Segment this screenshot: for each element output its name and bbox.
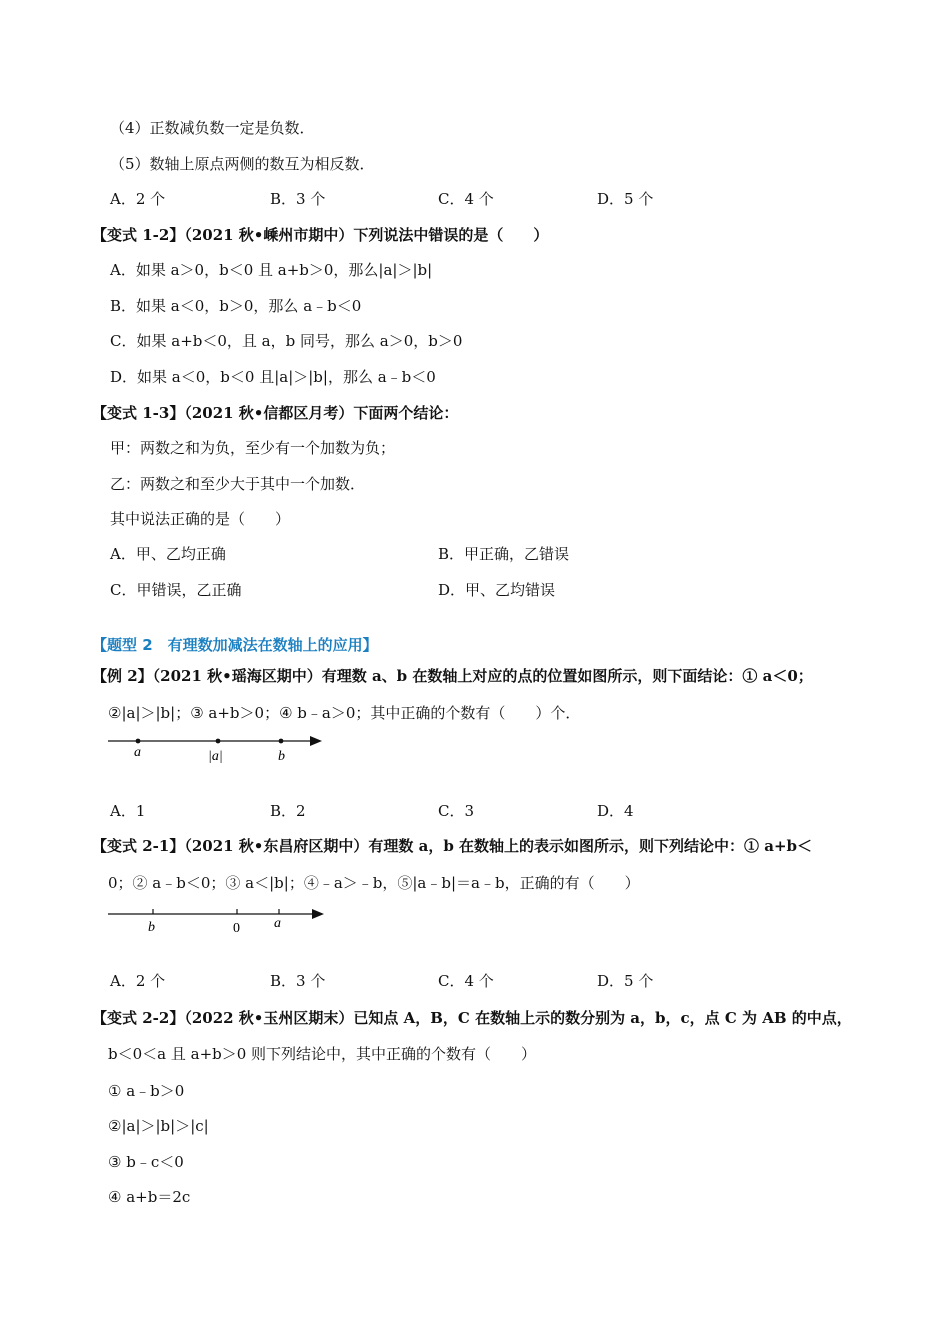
option-a: A．2 个 [110,190,166,208]
statement-5: （5）数轴上原点两侧的数互为相反数． [110,155,375,173]
variant-2-2-line-1: 【变式 2-2】（2022 秋•玉州区期末）已知点 A，B，C 在数轴上示的数分别为 a，b，c，点 C 为 AB 的中点， [92,1009,852,1027]
option-c: C．4 个 [438,190,494,208]
statement-4: （4）正数减负数一定是负数． [110,119,315,137]
label-zero: 0 [233,921,240,936]
variant-2-2-statement-1: ① a﹣b＞0 [108,1082,185,1100]
variant-1-3-heading: 【变式 1-3】（2021 秋•信都区月考）下面两个结论： [92,404,459,422]
example-2-line-2: ②|a|＞|b|；③ a+b＞0；④ b﹣a＞0；其中正确的个数有（ ）个． [108,704,581,722]
variant-1-3-option-b: B．甲正确，乙错误 [438,545,570,563]
example-2-line-1: 【例 2】（2021 秋•瑶海区期中）有理数 a、b 在数轴上对应的点的位置如图所示，则下面结论：① a＜0； [92,667,813,685]
example-2-number-line [100,730,340,770]
label-abs-a: |a| [208,749,223,764]
variant-1-3-yi: 乙：两数之和至少大于其中一个加数． [110,475,366,493]
variant-1-3-option-a: A．甲、乙均正确 [110,545,226,563]
example-2-option-b: B．2 [270,802,306,820]
variant-2-1-line-2: 0；② a﹣b＜0；③ a＜|b|；④﹣a＞﹣b，⑤|a﹣b|＝a﹣b，正确的有（ ） [108,874,640,892]
axis-arrow [310,736,322,746]
variant-2-2-statement-4: ④ a+b＝2c [108,1188,191,1206]
variant-2-1-option-a: A．2 个 [110,972,166,990]
point-a [136,739,141,744]
type-2-title: 【题型 2 有理数加减法在数轴上的应用】 [92,636,378,654]
variant-1-3-option-c: C．甲错误，乙正确 [110,581,242,599]
example-2-option-a: A．1 [110,802,146,820]
variant-1-3-question: 其中说法正确的是（ ） [110,510,291,528]
variant-1-3-option-d: D．甲、乙均错误 [438,581,556,599]
variant-1-2-option-a: A．如果 a＞0，b＜0 且 a+b＞0，那么|a|＞|b| [110,261,433,279]
variant-2-2-statement-3: ③ b﹣c＜0 [108,1153,184,1171]
example-2-option-c: C．3 [438,802,475,820]
option-d: D．5 个 [597,190,654,208]
variant-2-1-line-1: 【变式 2-1】（2021 秋•东昌府区期中）有理数 a，b 在数轴上的表示如图所示，则下列结论中：① a+b＜ [92,837,813,855]
label-a: a [134,745,141,760]
label-b: b [148,920,155,935]
point-abs-a [216,739,221,744]
variant-1-2-option-d: D．如果 a＜0，b＜0 且|a|＞|b|，那么 a﹣b＜0 [110,368,436,386]
variant-2-2-statement-2: ②|a|＞|b|＞|c| [108,1117,209,1135]
label-a: a [274,916,281,931]
variant-1-2-option-c: C．如果 a+b＜0，且 a，b 同号，那么 a＞0，b＞0 [110,332,463,350]
variant-2-2-line-2: b＜0＜a 且 a+b＞0 则下列结论中，其中正确的个数有（ ） [108,1045,537,1063]
label-b: b [278,749,285,764]
variant-1-2-heading: 【变式 1-2】（2021 秋•嵊州市期中）下列说法中错误的是（ ） [92,226,549,244]
variant-2-1-option-c: C．4 个 [438,972,494,990]
variant-1-3-jia: 甲：两数之和为负，至少有一个加数为负； [110,439,396,457]
point-b [279,739,284,744]
example-2-option-d: D．4 [597,802,634,820]
variant-2-1-number-line [100,903,340,943]
variant-2-1-option-b: B．3 个 [270,972,326,990]
option-b: B．3 个 [270,190,326,208]
variant-2-1-option-d: D．5 个 [597,972,654,990]
variant-1-2-option-b: B．如果 a＜0，b＞0，那么 a﹣b＜0 [110,297,362,315]
axis-arrow [312,909,324,919]
